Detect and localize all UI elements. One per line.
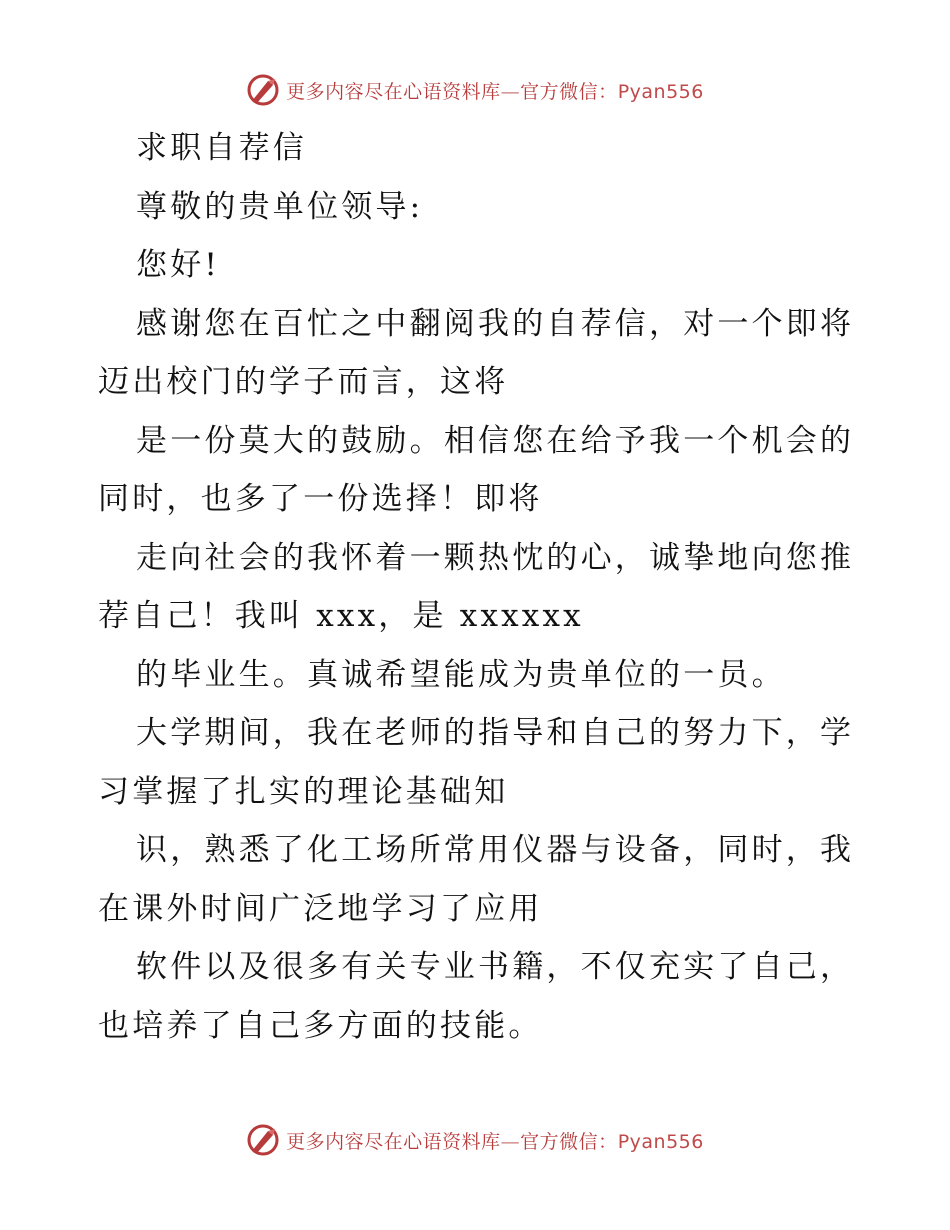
- letter-line: 迈出校门的学子而言，这将: [98, 364, 509, 400]
- letter-line: 您好!: [136, 247, 221, 283]
- letter-line: 尊敬的贵单位领导:: [136, 188, 424, 225]
- quill-pen-logo-icon: [246, 73, 280, 107]
- watermark-account: Pyan556: [617, 80, 704, 103]
- letter-line: 走向社会的我怀着一颗热忱的心，诚挚地向您推: [136, 539, 855, 576]
- letter-line: 大学期间，我在老师的指导和自己的努力下，学: [136, 715, 855, 751]
- letter-line: 是一份莫大的鼓励。相信您在给予我一个机会的: [136, 422, 855, 459]
- footer-watermark: [0, 1120, 950, 1160]
- letter-line: 习掌握了扎实的理论基础知: [98, 773, 509, 810]
- header-watermark: [0, 70, 950, 110]
- letter-line: 荐自己！我叫 xxx，是 xxxxxx: [98, 598, 584, 634]
- watermark-text: 更多内容尽在心语资料库—官方微信：Pyan556: [286, 80, 704, 103]
- watermark-account: Pyan556: [617, 1130, 704, 1153]
- letter-line: 感谢您在百忙之中翻阅我的自荐信，对一个即将: [136, 305, 855, 342]
- letter-line: 同时，也多了一份选择！即将: [98, 481, 543, 517]
- watermark-text: 更多内容尽在心语资料库—官方微信：Pyan556: [286, 1130, 704, 1153]
- letter-line: 在课外时间广泛地学习了应用: [98, 890, 543, 927]
- letter-line: 求职自荐信: [136, 130, 307, 166]
- letter-body: [98, 119, 858, 1055]
- letter-line: 也培养了自己多方面的技能。: [98, 1007, 543, 1044]
- letter-line: 的毕业生。真诚希望能成为贵单位的一员。: [136, 656, 786, 693]
- letter-line: 软件以及很多有关专业书籍，不仅充实了自己，: [136, 949, 855, 985]
- quill-pen-logo-icon: [246, 1123, 280, 1157]
- letter-line: 识，熟悉了化工场所常用仪器与设备，同时，我: [136, 832, 855, 868]
